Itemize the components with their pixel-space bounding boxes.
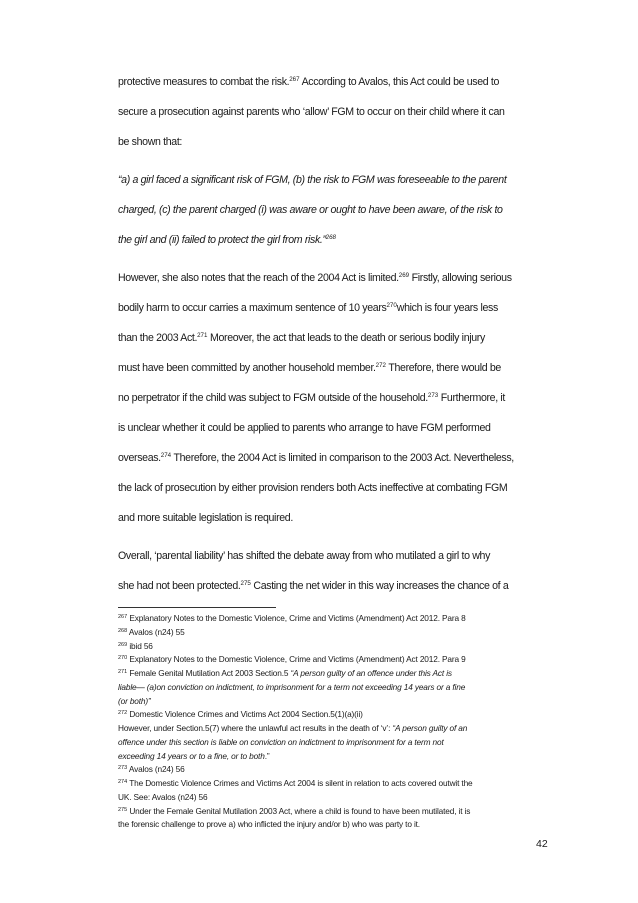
footnote-line xyxy=(118,806,470,817)
footnote-line xyxy=(118,792,207,803)
text-line xyxy=(118,549,490,563)
text-line xyxy=(118,421,491,435)
italic-text: exceeding 14 years or to a fine, or to both xyxy=(118,750,265,761)
text-run: However, under Section.5(7) where the unlawful act results in the death of ‘v’: xyxy=(118,723,393,733)
text-run: is unclear whether it could be applied to parents who arrange to have FGM performed xyxy=(118,422,491,434)
text-run: However, she also notes that the reach of the 2004 Act is limited. xyxy=(118,272,399,284)
footnote-reference: 274 xyxy=(118,779,128,785)
footnote-reference: 274 xyxy=(160,452,172,459)
footnote-reference: 272 xyxy=(375,362,386,369)
italic-text: liable— (a)on conviction on indictment, to imprisonment for a term not exceeding 14 years or a fine xyxy=(118,681,466,692)
text-run: no perpetrator if the child was subject to FGM outside of the household. xyxy=(118,392,428,404)
footnote-line xyxy=(118,751,269,762)
text-run: Avalos (n24) 56 xyxy=(127,764,185,775)
footnote-reference: 270 xyxy=(118,655,128,662)
italic-text: offence under this section is liable on conviction on indictment to imprisonment for a term not xyxy=(118,736,444,747)
footnote-line xyxy=(118,764,185,775)
footnote-reference: 275 xyxy=(240,580,251,587)
text-line xyxy=(118,75,499,89)
footnote-reference: 273 xyxy=(118,765,128,772)
text-line xyxy=(118,173,506,187)
text-run: Therefore, there would be xyxy=(385,362,501,374)
text-run: overseas. xyxy=(118,452,161,464)
footnote-reference: 269 xyxy=(398,272,410,279)
text-line xyxy=(118,579,508,593)
text-line xyxy=(118,233,336,247)
footnote-reference: 267 xyxy=(289,76,300,83)
text-run: must have been committed by another household member. xyxy=(118,362,376,374)
text-run: be shown that: xyxy=(118,136,183,148)
footnote-reference: 268 xyxy=(325,234,336,241)
italic-text: (or both)” xyxy=(118,695,151,706)
text-run: Casting the net wider in this way increases the chance of a xyxy=(250,580,509,592)
footnote-reference: 270 xyxy=(386,302,397,309)
text-run: “a) a girl faced a significant risk of FGM, (b) the risk to FGM was foreseeable to the parent xyxy=(118,174,507,186)
text-run: and more suitable legislation is required. xyxy=(118,512,293,524)
text-line xyxy=(118,271,512,285)
text-line xyxy=(118,511,293,525)
footnote-line xyxy=(118,778,473,789)
text-run: the forensic challenge to prove a) who inflicted the injury and/or b) who was party to it. xyxy=(118,819,420,830)
footnote-line xyxy=(118,613,466,624)
text-line xyxy=(118,203,503,217)
text-run: UK. See: Avalos (n24) 56 xyxy=(118,791,208,802)
text-line xyxy=(118,135,182,149)
footnote-line xyxy=(118,737,444,748)
italic-text: “A person guilty of an offence under this Act is xyxy=(290,668,452,678)
text-run: she had not been protected. xyxy=(118,580,241,592)
footnote-reference: 268 xyxy=(118,627,128,634)
footnote-line xyxy=(118,819,420,830)
footnote-line xyxy=(118,668,452,679)
footnote-reference: 272 xyxy=(118,710,128,717)
text-run: secure a prosecution against parents who ‘allow’ FGM to occur on their child where it can xyxy=(118,106,505,118)
footnote-reference: 271 xyxy=(197,332,208,339)
text-run: the lack of prosecution by either provision renders both Acts ineffective at combating FGM xyxy=(118,482,508,494)
text-line xyxy=(118,451,514,465)
text-run: protective measures to combat the risk. xyxy=(118,76,290,88)
text-run: .” xyxy=(264,750,270,761)
footnote-line xyxy=(118,682,465,693)
text-line xyxy=(118,105,505,119)
footnote-reference: 271 xyxy=(118,669,128,675)
text-run: Domestic Violence Crimes and Victims Act 2004 Section.5(1)(a)(ii) xyxy=(127,709,363,720)
text-run: ibid 56 xyxy=(127,640,153,651)
footnote-line xyxy=(118,723,467,734)
text-run: According to Avalos, this Act could be used to xyxy=(299,76,500,88)
text-line xyxy=(118,481,507,495)
text-run: bodily harm to occur carries a maximum sentence of 10 years xyxy=(118,302,387,314)
footnote-line xyxy=(118,696,151,707)
text-run: Female Genital Mutilation Act 2003 Section.5 xyxy=(127,668,291,678)
text-run: Furthermore, it xyxy=(438,392,506,404)
text-line xyxy=(118,361,501,375)
footnote-line xyxy=(118,627,185,638)
footnote-reference: 269 xyxy=(118,641,128,648)
text-run: which is four years less xyxy=(396,302,498,314)
text-line xyxy=(118,391,505,405)
footnote-reference: 273 xyxy=(427,392,439,399)
italic-text: “A person guilty of an xyxy=(392,723,468,733)
text-run: the girl and (ii) failed to protect the girl from risk.” xyxy=(118,234,326,246)
footnote-separator xyxy=(118,607,276,608)
footnote-reference: 267 xyxy=(118,614,128,620)
footnote-reference: 275 xyxy=(118,806,128,813)
text-run: Explanatory Notes to the Domestic Violence, Crime and Victims (Amendment) Act 2012. Para 9 xyxy=(127,654,466,665)
text-run: Moreover, the act that leads to the death or serious bodily injury xyxy=(207,332,485,344)
text-line xyxy=(118,301,498,315)
footnote-line xyxy=(118,709,363,720)
text-run: Therefore, the 2004 Act is limited in comparison to the 2003 Act. Nevertheless, xyxy=(171,452,514,464)
footnote-line xyxy=(118,654,466,665)
text-run: The Domestic Violence Crimes and Victims Act 2004 is silent in relation to acts covered outwit the xyxy=(127,778,473,788)
text-run: Avalos (n24) 55 xyxy=(127,626,185,637)
text-run: Overall, ‘parental liability’ has shifted the debate away from who mutilated a girl to why xyxy=(118,550,491,562)
text-run: charged, (c) the parent charged (i) was aware or ought to have been aware, of the risk to xyxy=(118,204,503,216)
text-run: Firstly, allowing serious xyxy=(409,272,512,284)
text-run: than the 2003 Act. xyxy=(118,332,198,344)
text-line xyxy=(118,331,485,345)
text-run: Explanatory Notes to the Domestic Violence, Crime and Victims (Amendment) Act 2012. Para 8 xyxy=(127,613,466,623)
text-run: Under the Female Genital Mutilation 2003 Act, where a child is found to have been mutilated, it is xyxy=(127,805,471,816)
footnote-line xyxy=(118,641,153,652)
page-number: 42 xyxy=(536,838,548,850)
